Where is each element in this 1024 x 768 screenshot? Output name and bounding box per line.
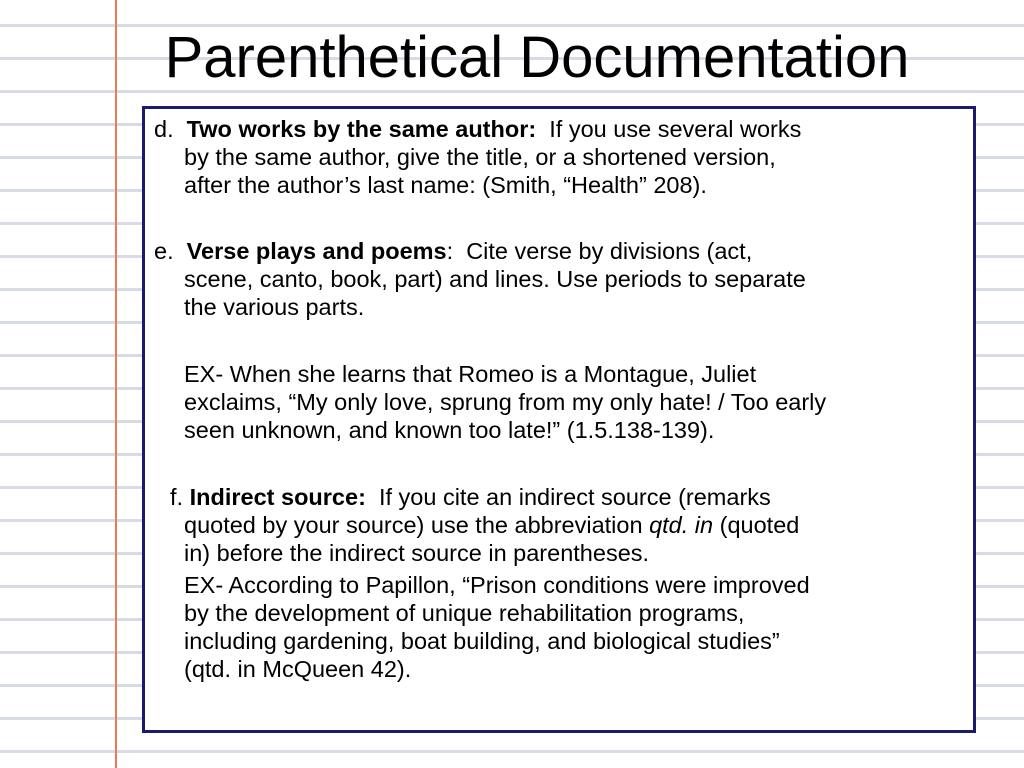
item-f-example-line2: by the development of unique rehabilitation programs, (184, 600, 745, 626)
item-f-line2 (145, 511, 965, 539)
item-d (145, 115, 965, 199)
item-f-line2-after: (quoted (719, 512, 800, 538)
item-d-line1 (145, 115, 965, 143)
item-e-example-line2: exclaims, “My only love, sprung from my only hate! / Too early (184, 389, 827, 415)
item-e-example-line1: EX- When she learns that Romeo is a Montague, Juliet (184, 361, 757, 387)
item-f-heading: Indirect source: (189, 484, 366, 510)
item-f-line3: in) before the indirect source in parentheses. (184, 540, 650, 566)
item-d-line2: by the same author, give the title, or a shortened version, (184, 144, 776, 170)
item-f-line1-text: If you cite an indirect source (remarks (378, 484, 771, 510)
item-d-line1-text: If you use several works (549, 116, 802, 142)
item-f-example-line4: (qtd. in McQueen 42). (184, 656, 412, 682)
item-e-colon: : (446, 238, 454, 264)
item-e-example-line3: seen unknown, and known too late!” (1.5.138-139). (184, 417, 715, 443)
item-f-example-line3: including gardening, boat building, and biological studies” (184, 628, 780, 654)
item-e-letter: e. (154, 238, 174, 264)
notebook-margin-line (115, 0, 117, 768)
item-f-line1 (145, 483, 965, 511)
item-d-heading: Two works by the same author: (186, 116, 537, 142)
item-e (145, 237, 965, 321)
item-e-line3: the various parts. (184, 294, 365, 320)
item-e-heading: Verse plays and poems (186, 238, 447, 264)
item-f-line2-italic: qtd. in (649, 512, 714, 538)
item-f (145, 483, 965, 567)
item-d-line3: after the author’s last name: (Smith, “Health” 208). (184, 172, 707, 198)
item-f-letter: f. (170, 484, 184, 510)
item-f-line2-before: quoted by your source) use the abbreviation (184, 512, 643, 538)
item-e-line1 (145, 237, 965, 265)
item-f-example (184, 571, 969, 683)
item-e-line2: scene, canto, book, part) and lines. Use periods to separate (184, 266, 806, 292)
item-d-letter: d. (154, 116, 174, 142)
content-box (142, 106, 976, 733)
item-e-example (184, 360, 969, 444)
item-e-line1-text: Cite verse by divisions (act, (466, 238, 753, 264)
item-f-example-line1: EX- According to Papillon, “Prison conditions were improved (184, 572, 810, 598)
slide-title: Parenthetical Documentation (164, 25, 910, 90)
